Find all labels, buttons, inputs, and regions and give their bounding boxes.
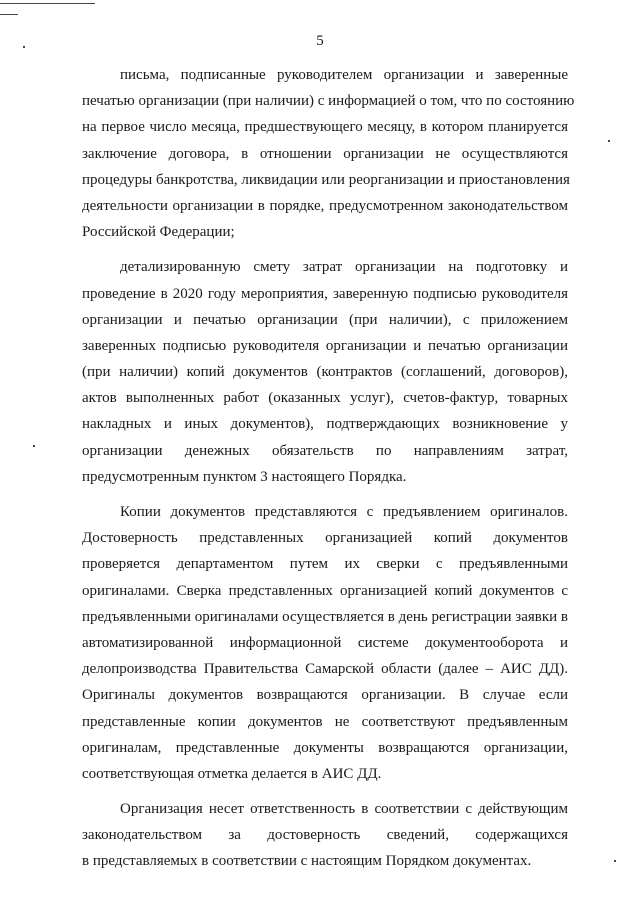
scan-speck (608, 140, 610, 142)
text-line: проведение в 2020 году мероприятия, заверенную подписью руководителя (82, 285, 568, 302)
text-line: оригиналам, представленные документы возвращаются организации, (82, 739, 568, 756)
text-line: организации и печатью организации (при наличии), с приложением (82, 311, 568, 328)
text-line: в представляемых в соответствии с настоящим Порядком документах. (82, 853, 532, 870)
text-line: делопроизводства Правительства Самарской области (далее – АИС ДД). (82, 661, 568, 678)
text-line: процедуры банкротства, ликвидации или реорганизации и приостановления (82, 171, 570, 188)
text-line: автоматизированной информационной системе документооборота и (82, 634, 568, 651)
text-line: организации денежных обязательств по направлениям затрат, (82, 442, 568, 459)
paragraph (82, 254, 568, 490)
text-line: на первое число месяца, предшествующего месяцу, в котором планируется (82, 119, 568, 136)
text-line: предъявленными оригиналами осуществляется в день регистрации заявки в (82, 608, 568, 625)
scan-edge-mark (0, 3, 95, 4)
document-body (82, 62, 575, 875)
scan-speck (33, 445, 35, 447)
text-line: печатью организации (при наличии) с информацией о том, что по состоянию (82, 93, 575, 110)
text-line: детализированную смету затрат организации на подготовку и (120, 259, 568, 276)
text-line: заключение договора, в отношении организации не осуществляются (82, 145, 568, 162)
text-line: проверяется департаментом путем их сверки с предъявленными (82, 556, 568, 573)
text-line: Копии документов представляются с предъявлением оригиналов. (120, 504, 568, 520)
page-number: 5 (316, 33, 324, 49)
text-line: письма, подписанные руководителем организации и заверенные (120, 67, 568, 83)
text-line: предусмотренным пунктом 3 настоящего Порядка. (82, 468, 407, 485)
text-line: оригиналами. Сверка представленных организацией копий документов с (82, 582, 568, 599)
text-line: Организация несет ответственность в соответствии с действующим (120, 801, 568, 818)
paragraph (82, 796, 568, 875)
scan-edge-mark (0, 14, 18, 15)
text-line: заверенных подписью руководителя организации и печатью организации (82, 337, 568, 354)
text-line: Достоверность представленных организацией копий документов (82, 530, 568, 547)
text-line: соответствующая отметка делается в АИС ДД. (82, 765, 382, 782)
paragraph (82, 499, 568, 787)
text-line: представленные копии документов не соответствуют предъявленным (82, 713, 568, 730)
text-line: накладных и иных документов), подтверждающих возникновение у (82, 416, 568, 433)
text-line: законодательством за достоверность сведений, содержащихся (82, 827, 568, 844)
text-line: Российской Федерации; (82, 224, 235, 241)
scan-speck (614, 860, 616, 862)
paragraph (82, 62, 575, 245)
text-line: деятельности организации в порядке, предусмотренном законодательством (82, 197, 568, 214)
text-line: Оригиналы документов возвращаются организации. В случае если (82, 687, 568, 704)
text-line: актов выполненных работ (оказанных услуг), счетов-фактур, товарных (82, 390, 568, 407)
text-line: (при наличии) копий документов (контрактов (соглашений, договоров), (82, 364, 568, 381)
